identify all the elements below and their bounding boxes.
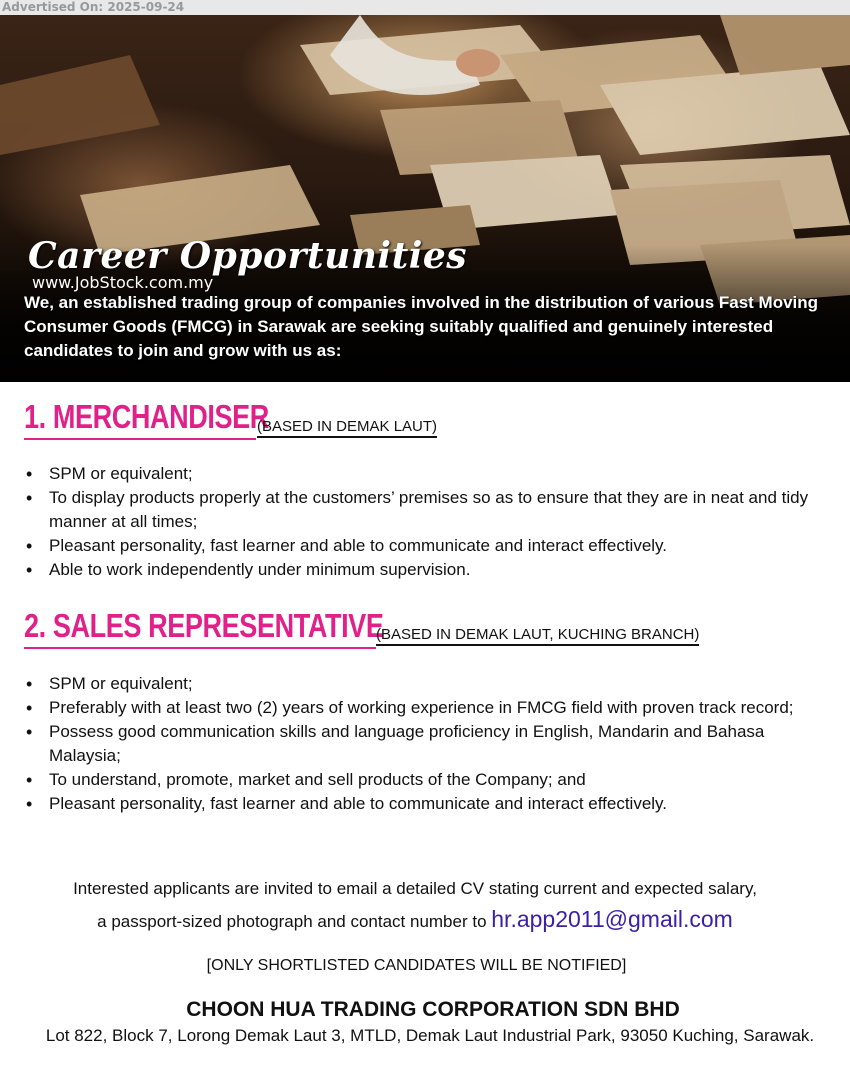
list-item: • Possess good communication skills and language proficiency in English, Mandarin and Bahasa Malaysia; — [24, 720, 814, 768]
apply-line-2-text: a passport-sized photograph and contact number to — [97, 912, 487, 931]
apply-email-link[interactable]: hr.app2011@gmail.com — [491, 906, 733, 932]
list-item: • To display products properly at the customers’ premises so as to ensure that they are in neat and tidy manner at all times; — [24, 486, 814, 534]
list-item: • Preferably with at least two (2) years of working experience in FMCG field with proven track record; — [24, 696, 814, 720]
job-location-sales-representative: (BASED IN DEMAK LAUT, KUCHING BRANCH) — [376, 626, 699, 646]
job-title-underline — [24, 647, 376, 649]
company-intro: We, an established trading group of companies involved in the distribution of various Fast Moving Consumer Goods (FMCG) in Sarawak are seeking suitably qualified and genuinely interested candidates to join and grow with us as: — [24, 293, 819, 360]
requirements-list-sales-representative — [24, 672, 814, 816]
apply-line-2 — [0, 904, 830, 937]
apply-line-1: Interested applicants are invited to email a detailed CV stating current and expected salary, — [73, 879, 757, 898]
website-label: www.JobStock.com.my — [32, 273, 214, 292]
hero-banner — [0, 15, 850, 382]
list-item: • To understand, promote, market and sell products of the Company; and — [24, 768, 814, 792]
shortlist-notice: [ONLY SHORTLISTED CANDIDATES WILL BE NOTIFIED] — [206, 957, 627, 974]
list-item: • SPM or equivalent; — [24, 672, 814, 696]
job-title-underline — [24, 438, 256, 440]
job-location-merchandiser: (BASED IN DEMAK LAUT) — [257, 418, 437, 438]
list-item: • Pleasant personality, fast learner and able to communicate and interact effectively. — [24, 534, 814, 558]
company-name: CHOON HUA TRADING CORPORATION SDN BHD — [186, 998, 680, 1021]
job-title-sales-representative: 2. SALES REPRESENTATIVE — [24, 607, 384, 644]
apply-instructions — [0, 874, 830, 937]
list-item: • SPM or equivalent; — [24, 462, 814, 486]
advertised-bar — [0, 0, 850, 15]
job-title-merchandiser: 1. MERCHANDISER — [24, 398, 269, 435]
hero-title: Career Opportunities — [28, 235, 468, 277]
requirements-list-merchandiser — [24, 462, 814, 582]
company-address: Lot 822, Block 7, Lorong Demak Laut 3, MTLD, Demak Laut Industrial Park, 93050 Kuching, Sarawak. — [45, 1026, 815, 1045]
list-item: • Pleasant personality, fast learner and able to communicate and interact effectively. — [24, 792, 814, 816]
list-item: • Able to work independently under minimum supervision. — [24, 558, 814, 582]
advertised-date: Advertised On: 2025-09-24 — [2, 0, 185, 14]
